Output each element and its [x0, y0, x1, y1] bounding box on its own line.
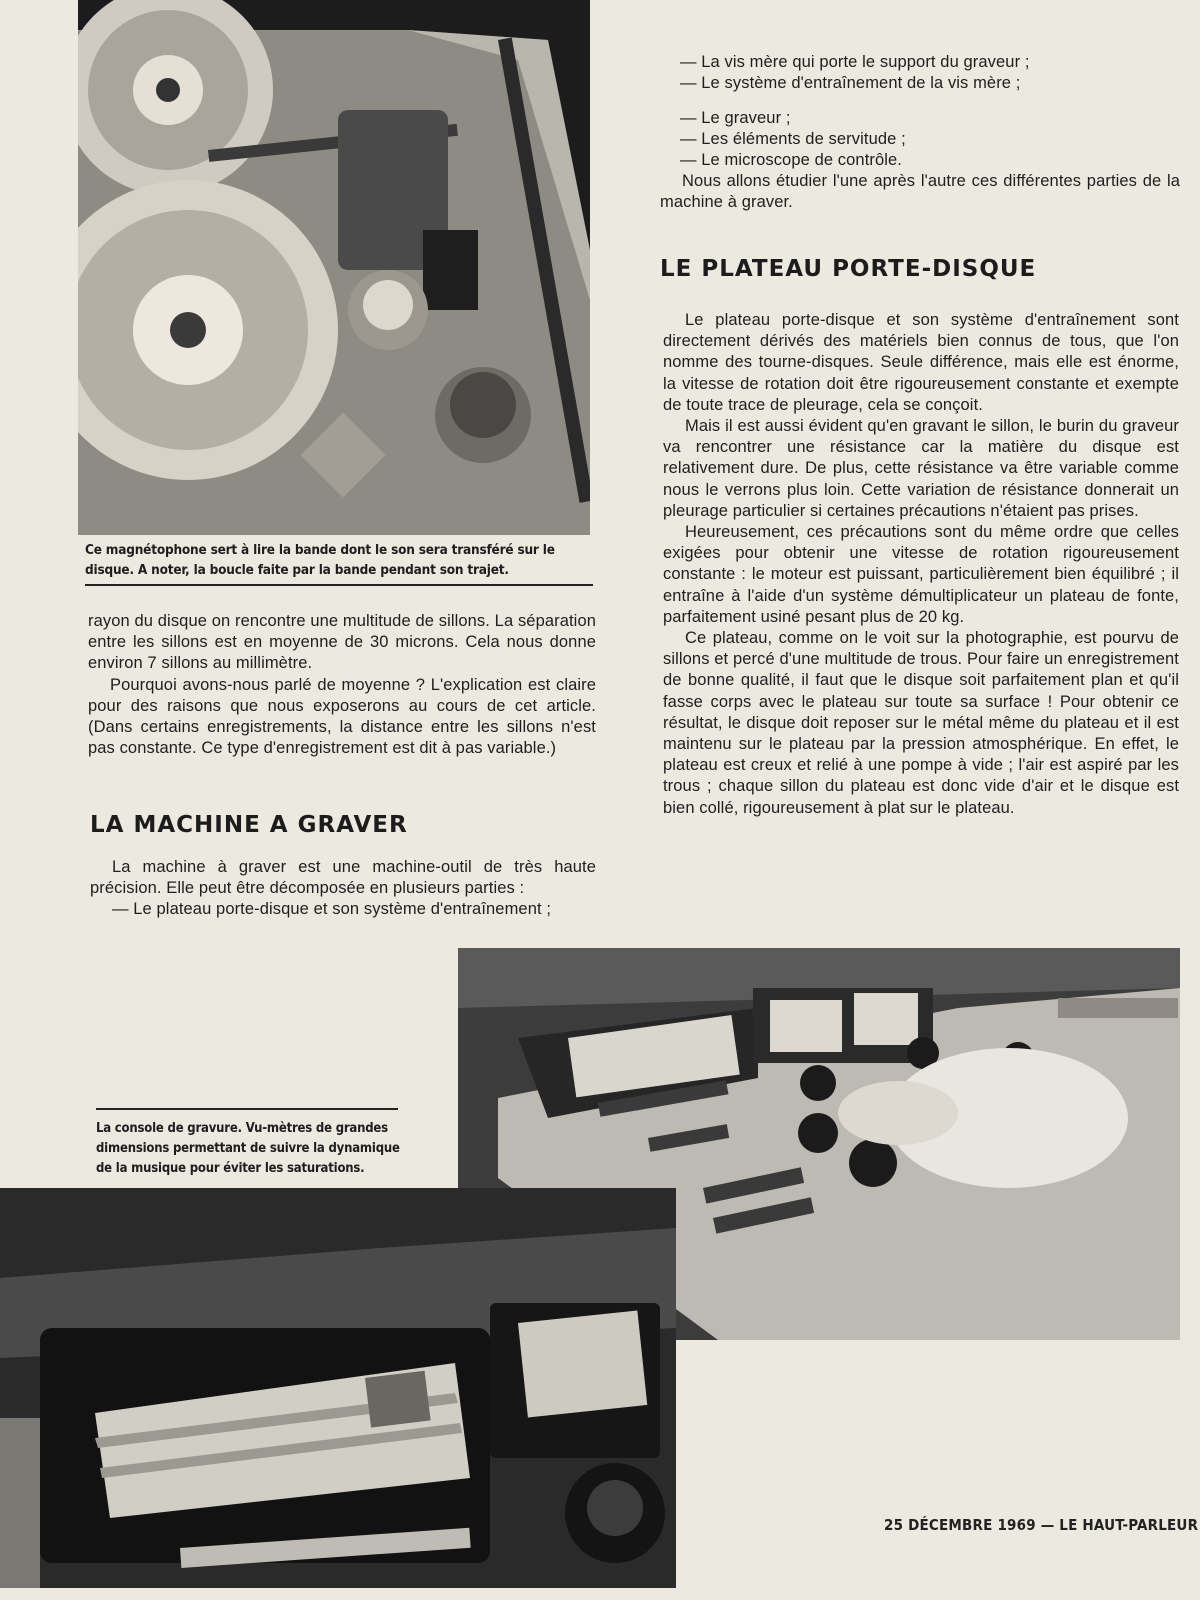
caption-rule-console — [96, 1108, 398, 1110]
intro-paragraph: Nous allons étudier l'une après l'autre ces différentes parties de la machine à graver. — [660, 172, 1180, 211]
caption-rule-top — [85, 584, 593, 586]
heading-machine: LA MACHINE A GRAVER — [90, 812, 408, 838]
right-column-top — [660, 52, 1180, 213]
paragraph: Heureusement, ces précautions sont du même ordre que celles exigées pour obtenir une vitesse de rotation rigoureusement constante : le moteur est puissant, particulièrement bien équilibré ; il entraîne à l'aide d'un système démultiplicateur un plateau de fonte, parfaitement usiné pesant plus de 20 kg. — [663, 523, 1179, 626]
page-footer: 25 DÉCEMBRE 1969 — LE HAUT-PARLEUR — [884, 1516, 1199, 1534]
paragraph: La machine à graver est une machine-outil de très haute précision. Elle peut être décomposée en plusieurs parties : — [90, 858, 596, 898]
paragraph: Mais il est aussi évident qu'en gravant le sillon, le burin du graveur va rencontrer une résistance car la matière du disque est relativement dure. De plus, cette résistance va être variable comme nous le verrons plus loin. Cette variation de résistance donnerait un pleurage particulier si certaines précautions n'étaient pas prises. — [663, 417, 1179, 520]
paragraph: — Le plateau porte-disque et son système d'entraînement ; — [112, 900, 552, 919]
tape-recorder-caption: Ce magnétophone sert à lire la bande dont le son sera transféré sur le disque. A noter, la boucle faite par la bande pendant son trajet. — [85, 542, 555, 578]
left-column-body-2 — [90, 857, 596, 921]
left-column-body — [88, 611, 596, 759]
paragraph: Ce plateau, comme on le voit sur la photographie, est pourvu de sillons et percé d'une multitude de trous. Pour faire un enregistrement de bonne qualité, il faut que le disque soit parfaitement plan et qu'il fasse corps avec le plateau sur toute sa surface ! Pour obtenir ce résultat, le disque doit reposer sur le métal même du plateau et il est maintenu sur le plateau par la pression atmosphérique. En effet, le plateau est creux et relié à une pompe à vide ; l'air est aspiré par les trous ; chaque sillon du plateau est donc vide d'air et le disque est bien collé, rigoureusement à plat sur le plateau. — [663, 629, 1179, 817]
paragraph: Pourquoi avons-nous parlé de moyenne ? L'explication est claire pour des raisons que nous exposerons au cours de cet article. (Dans certains enregistrements, la distance entre les sillons n'est pas constante. Ce type d'enregistrement est dit à pas variable.) — [88, 675, 596, 758]
list-item: — Le graveur ; — [680, 109, 791, 127]
list-item: — Le système d'entraînement de la vis mère ; — [680, 74, 1021, 92]
list-item: — La vis mère qui porte le support du graveur ; — [680, 53, 1030, 71]
right-column-body — [663, 310, 1179, 819]
list-item: — Le microscope de contrôle. — [680, 151, 902, 169]
heading-plateau: LE PLATEAU PORTE-DISQUE — [660, 256, 1037, 282]
console-caption: La console de gravure. Vu-mètres de grandes dimensions permettant de suivre la dynamique de la musique pour éviter les saturations. — [96, 1121, 400, 1176]
paragraph: rayon du disque on rencontre une multitude de sillons. La séparation entre les sillons est en moyenne de 30 microns. Cela nous donne environ 7 sillons au millimètre. — [88, 612, 596, 673]
tape-recorder-photo — [78, 0, 590, 535]
paragraph: Le plateau porte-disque et son système d'entraînement sont directement dérivés des matériels bien connus de tous, que l'on nomme des tourne-disques. Seule différence, mais elle est énorme, la vitesse de rotation doit être rigoureusement constante et exempte de toute trace de pleurage, cela se conçoit. — [663, 311, 1179, 414]
vu-meter-photo — [0, 1188, 676, 1588]
list-item: — Les éléments de servitude ; — [680, 130, 906, 148]
